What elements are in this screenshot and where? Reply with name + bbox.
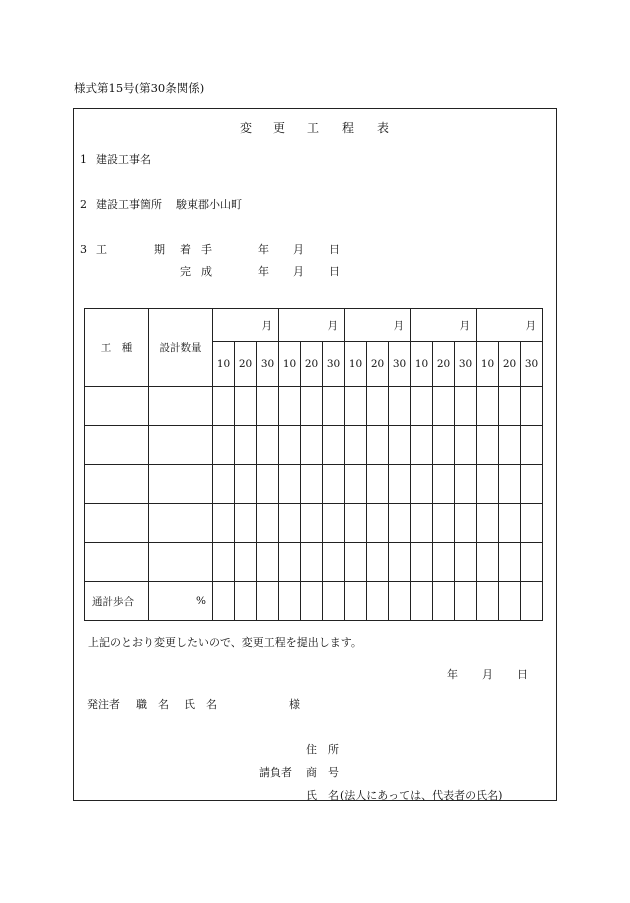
header-work-type: 工 種 xyxy=(85,309,149,387)
total-cell[interactable] xyxy=(433,582,455,621)
orderer-name: 氏 名 xyxy=(184,698,217,711)
schedule-cell[interactable] xyxy=(301,387,323,426)
schedule-cell[interactable] xyxy=(455,387,477,426)
schedule-cell[interactable] xyxy=(521,543,543,582)
schedule-cell[interactable] xyxy=(213,426,235,465)
schedule-cell[interactable] xyxy=(323,465,345,504)
total-cell[interactable] xyxy=(213,582,235,621)
total-cell[interactable] xyxy=(367,582,389,621)
schedule-cell[interactable] xyxy=(389,426,411,465)
schedule-cell[interactable] xyxy=(323,426,345,465)
schedule-cell[interactable] xyxy=(389,543,411,582)
schedule-cell[interactable] xyxy=(301,426,323,465)
contractor-trade-name: 商 号 xyxy=(306,766,339,779)
schedule-cell[interactable] xyxy=(389,465,411,504)
schedule-cell[interactable] xyxy=(455,504,477,543)
schedule-cell[interactable] xyxy=(257,426,279,465)
table-row xyxy=(85,543,543,582)
schedule-cell[interactable] xyxy=(521,426,543,465)
schedule-cell[interactable] xyxy=(301,465,323,504)
schedule-cell[interactable] xyxy=(257,543,279,582)
day-cell: 30 xyxy=(323,342,345,387)
schedule-cell[interactable] xyxy=(521,504,543,543)
work-type-cell[interactable] xyxy=(85,543,149,582)
title-char: 表 xyxy=(377,121,390,135)
item2-value: 駿東郡小山町 xyxy=(176,198,242,211)
total-cell[interactable] xyxy=(499,582,521,621)
schedule-cell[interactable] xyxy=(477,504,499,543)
total-cell[interactable] xyxy=(323,582,345,621)
item2-number: 2 xyxy=(80,198,87,211)
schedule-cell[interactable] xyxy=(433,465,455,504)
schedule-cell[interactable] xyxy=(257,465,279,504)
schedule-cell[interactable] xyxy=(367,465,389,504)
schedule-cell[interactable] xyxy=(499,543,521,582)
schedule-cell[interactable] xyxy=(433,543,455,582)
total-cell[interactable] xyxy=(301,582,323,621)
schedule-cell[interactable] xyxy=(323,504,345,543)
day-cell: 20 xyxy=(433,342,455,387)
schedule-cell[interactable] xyxy=(279,504,301,543)
finish-char: 成 xyxy=(201,265,212,278)
title-char: 程 xyxy=(342,121,355,135)
day-cell: 20 xyxy=(367,342,389,387)
day-cell: 30 xyxy=(521,342,543,387)
finish-day: 日 xyxy=(329,265,340,278)
schedule-cell[interactable] xyxy=(257,504,279,543)
schedule-cell[interactable] xyxy=(367,543,389,582)
submit-month: 月 xyxy=(482,668,493,681)
design-qty-cell[interactable] xyxy=(149,465,213,504)
header-month: 月 xyxy=(411,309,477,342)
schedule-cell[interactable] xyxy=(477,426,499,465)
header-month: 月 xyxy=(477,309,543,342)
design-qty-cell[interactable] xyxy=(149,504,213,543)
schedule-cell[interactable] xyxy=(323,543,345,582)
schedule-cell[interactable] xyxy=(213,465,235,504)
item3-label-b: 期 xyxy=(154,243,165,256)
start-year: 年 xyxy=(258,243,269,256)
schedule-cell[interactable] xyxy=(477,387,499,426)
day-cell: 10 xyxy=(213,342,235,387)
contractor-label: 請負者 xyxy=(259,766,292,779)
design-qty-cell[interactable] xyxy=(149,543,213,582)
submit-year: 年 xyxy=(447,668,458,681)
schedule-cell[interactable] xyxy=(455,426,477,465)
total-percent: % xyxy=(149,582,213,621)
schedule-cell[interactable] xyxy=(367,426,389,465)
schedule-cell[interactable] xyxy=(323,387,345,426)
total-cell[interactable] xyxy=(521,582,543,621)
schedule-cell[interactable] xyxy=(279,543,301,582)
schedule-cell[interactable] xyxy=(279,387,301,426)
schedule-cell[interactable] xyxy=(521,387,543,426)
schedule-cell[interactable] xyxy=(477,465,499,504)
day-cell: 30 xyxy=(455,342,477,387)
schedule-cell[interactable] xyxy=(433,387,455,426)
schedule-cell[interactable] xyxy=(455,543,477,582)
schedule-cell[interactable] xyxy=(213,387,235,426)
schedule-cell[interactable] xyxy=(521,465,543,504)
schedule-cell[interactable] xyxy=(389,387,411,426)
orderer-position: 職 名 xyxy=(136,698,169,711)
day-cell: 20 xyxy=(235,342,257,387)
statement-text: 上記のとおり変更したいので、変更工程を提出します。 xyxy=(88,636,362,649)
schedule-cell[interactable] xyxy=(213,504,235,543)
schedule-cell[interactable] xyxy=(411,426,433,465)
day-cell: 20 xyxy=(499,342,521,387)
total-cell[interactable] xyxy=(389,582,411,621)
schedule-cell[interactable] xyxy=(235,504,257,543)
contractor-name-note: (法人にあっては、代表者の氏名) xyxy=(340,789,503,802)
schedule-cell[interactable] xyxy=(345,543,367,582)
header-month: 月 xyxy=(213,309,279,342)
item2-label: 建設工事箇所 xyxy=(96,198,162,211)
item3-label-a: 工 xyxy=(96,243,107,256)
schedule-cell[interactable] xyxy=(301,504,323,543)
schedule-cell[interactable] xyxy=(235,465,257,504)
start-day: 日 xyxy=(329,243,340,256)
schedule-cell[interactable] xyxy=(235,426,257,465)
header-month: 月 xyxy=(345,309,411,342)
schedule-cell[interactable] xyxy=(345,465,367,504)
day-cell: 10 xyxy=(345,342,367,387)
header-month: 月 xyxy=(279,309,345,342)
total-cell[interactable] xyxy=(345,582,367,621)
schedule-cell[interactable] xyxy=(345,426,367,465)
schedule-cell[interactable] xyxy=(389,504,411,543)
finish-month: 月 xyxy=(293,265,304,278)
schedule-cell[interactable] xyxy=(411,465,433,504)
item1-number: 1 xyxy=(80,153,87,166)
work-type-cell[interactable] xyxy=(85,504,149,543)
total-cell[interactable] xyxy=(455,582,477,621)
schedule-cell[interactable] xyxy=(411,387,433,426)
finish-char: 完 xyxy=(180,265,191,278)
schedule-cell[interactable] xyxy=(213,543,235,582)
schedule-cell[interactable] xyxy=(411,504,433,543)
submit-day: 日 xyxy=(517,668,528,681)
schedule-cell[interactable] xyxy=(345,387,367,426)
start-char: 手 xyxy=(201,243,212,256)
total-cell[interactable] xyxy=(279,582,301,621)
schedule-cell[interactable] xyxy=(345,504,367,543)
day-cell: 10 xyxy=(477,342,499,387)
form-number: 様式第15号(第30条関係) xyxy=(74,81,205,95)
start-month: 月 xyxy=(293,243,304,256)
orderer-label: 発注者 xyxy=(87,698,120,711)
schedule-cell[interactable] xyxy=(367,504,389,543)
total-label: 通計歩合 xyxy=(85,582,149,621)
schedule-cell[interactable] xyxy=(235,543,257,582)
title-char: 更 xyxy=(273,121,286,135)
table-row xyxy=(85,387,543,426)
day-cell: 10 xyxy=(411,342,433,387)
schedule-cell[interactable] xyxy=(257,387,279,426)
schedule-cell[interactable] xyxy=(477,543,499,582)
schedule-cell[interactable] xyxy=(367,387,389,426)
table-row xyxy=(85,465,543,504)
design-qty-cell[interactable] xyxy=(149,426,213,465)
schedule-cell[interactable] xyxy=(499,387,521,426)
schedule-cell[interactable] xyxy=(455,465,477,504)
day-cell: 20 xyxy=(301,342,323,387)
total-cell[interactable] xyxy=(477,582,499,621)
title-char: 変 xyxy=(240,121,253,135)
schedule-table xyxy=(84,308,543,621)
schedule-cell[interactable] xyxy=(235,387,257,426)
schedule-cell[interactable] xyxy=(411,543,433,582)
design-qty-cell[interactable] xyxy=(149,387,213,426)
title-char: 工 xyxy=(307,121,320,135)
schedule-cell[interactable] xyxy=(499,465,521,504)
work-type-cell[interactable] xyxy=(85,426,149,465)
schedule-cell[interactable] xyxy=(279,426,301,465)
day-cell: 30 xyxy=(257,342,279,387)
schedule-cell[interactable] xyxy=(279,465,301,504)
contractor-name-label: 氏 名 xyxy=(306,789,339,802)
finish-year: 年 xyxy=(258,265,269,278)
header-design-qty: 設計数量 xyxy=(149,309,213,387)
orderer-honorific: 様 xyxy=(289,698,300,711)
day-cell: 10 xyxy=(279,342,301,387)
schedule-cell[interactable] xyxy=(499,504,521,543)
schedule-cell[interactable] xyxy=(301,543,323,582)
start-char: 着 xyxy=(180,243,191,256)
item3-number: 3 xyxy=(80,243,87,256)
contractor-address: 住 所 xyxy=(306,743,339,756)
schedule-cell[interactable] xyxy=(433,426,455,465)
schedule-cell[interactable] xyxy=(433,504,455,543)
table-row xyxy=(85,504,543,543)
total-cell[interactable] xyxy=(257,582,279,621)
total-cell[interactable] xyxy=(411,582,433,621)
work-type-cell[interactable] xyxy=(85,465,149,504)
schedule-cell[interactable] xyxy=(499,426,521,465)
table-row xyxy=(85,426,543,465)
work-type-cell[interactable] xyxy=(85,387,149,426)
day-cell: 30 xyxy=(389,342,411,387)
total-cell[interactable] xyxy=(235,582,257,621)
item1-label: 建設工事名 xyxy=(96,153,151,166)
